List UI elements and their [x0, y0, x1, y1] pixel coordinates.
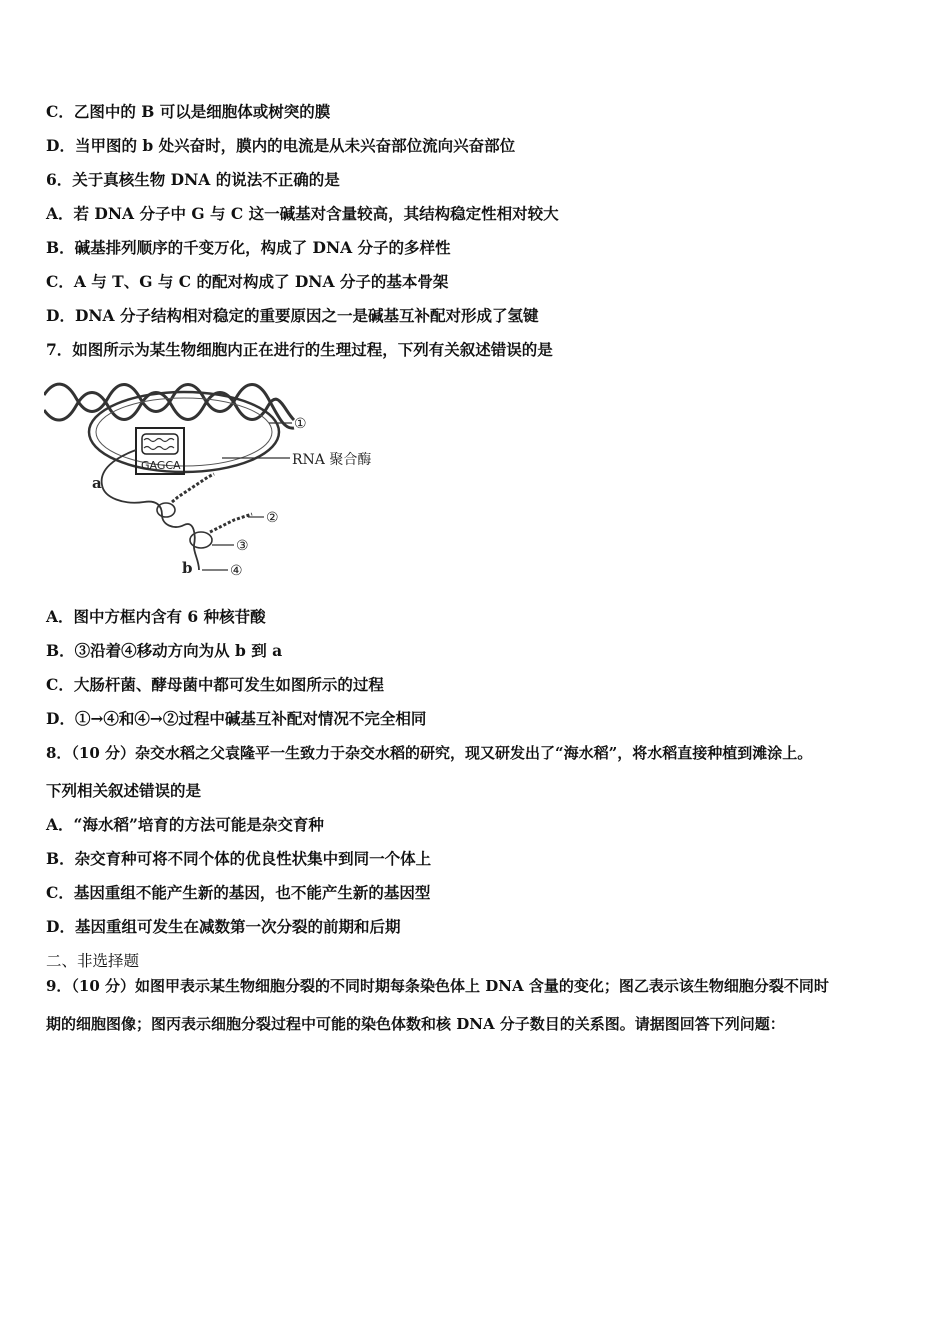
q8-option-b: B．杂交育种可将不同个体的优良性状集中到同一个体上	[46, 849, 432, 868]
q8-option-a: A．“海水稻”培育的方法可能是杂交育种	[46, 815, 324, 834]
q5-option-d: D．当甲图的 b 处兴奋时，膜内的电流是从未兴奋部位流向兴奋部位	[46, 136, 516, 155]
ribosome-2	[190, 532, 212, 548]
label-a: a	[92, 474, 102, 492]
q9-stem-line1: 9．（10 分）如图甲表示某生物细胞分裂的不同时期每条染色体上 DNA 含量的变化；图乙表示该生物细胞分裂不同时	[46, 977, 829, 995]
label-rna-polymerase: RNA 聚合酶	[292, 452, 372, 468]
q8-option-d: D．基因重组可发生在减数第一次分裂的前期和后期	[46, 917, 401, 936]
q6-option-b: B．碱基排列顺序的千变万化，构成了 DNA 分子的多样性	[46, 238, 451, 257]
label-4: ④	[230, 563, 243, 579]
label-1: ①	[294, 416, 307, 432]
rna-polymerase-shape	[142, 434, 178, 454]
q8-option-c: C．基因重组不能产生新的基因，也不能产生新的基因型	[46, 883, 431, 902]
q7-option-a: A．图中方框内含有 6 种核苷酸	[46, 607, 266, 626]
label-b: b	[182, 559, 193, 577]
box-sequence: GAGCA	[141, 459, 181, 472]
section-2-title: 二、非选择题	[46, 952, 140, 970]
q7-stem: 7．如图所示为某生物细胞内正在进行的生理过程，下列有关叙述错误的是	[46, 340, 553, 359]
q7-option-c: C．大肠杆菌、酵母菌中都可发生如图所示的过程	[46, 675, 384, 694]
transcription-translation-figure	[44, 380, 384, 585]
q9-stem-line2: 期的细胞图像；图丙表示细胞分裂过程中可能的染色体数和核 DNA 分子数目的关系图。请据图回答下列问题：	[46, 1015, 785, 1033]
peptide-chain-1	[172, 474, 214, 502]
q8-stem-line2: 下列相关叙述错误的是	[46, 781, 202, 800]
q5-option-c: C．乙图中的 B 可以是细胞体或树突的膜	[46, 102, 331, 121]
q6-option-a: A．若 DNA 分子中 G 与 C 这一碱基对含量较高，其结构稳定性相对较大	[46, 204, 559, 223]
ribosome-1	[157, 503, 175, 517]
label-2: ②	[266, 510, 279, 526]
q7-option-b: B．③沿着④移动方向为从 b 到 a	[46, 641, 283, 660]
q8-stem-line1: 8．（10 分）杂交水稻之父袁隆平一生致力于杂交水稻的研究，现又研发出了“海水稻”，将水稻直接种植到滩涂上。	[46, 744, 813, 762]
q6-option-d: D．DNA 分子结构相对稳定的重要原因之一是碱基互补配对形成了氢键	[46, 306, 539, 325]
label-3: ③	[236, 538, 249, 554]
q7-option-d: D．①→④和④→②过程中碱基互补配对情况不完全相同	[46, 709, 427, 728]
q6-option-c: C．A 与 T、G 与 C 的配对构成了 DNA 分子的基本骨架	[46, 272, 449, 291]
q6-stem: 6．关于真核生物 DNA 的说法不正确的是	[46, 170, 340, 189]
peptide-chain-2	[210, 514, 252, 532]
